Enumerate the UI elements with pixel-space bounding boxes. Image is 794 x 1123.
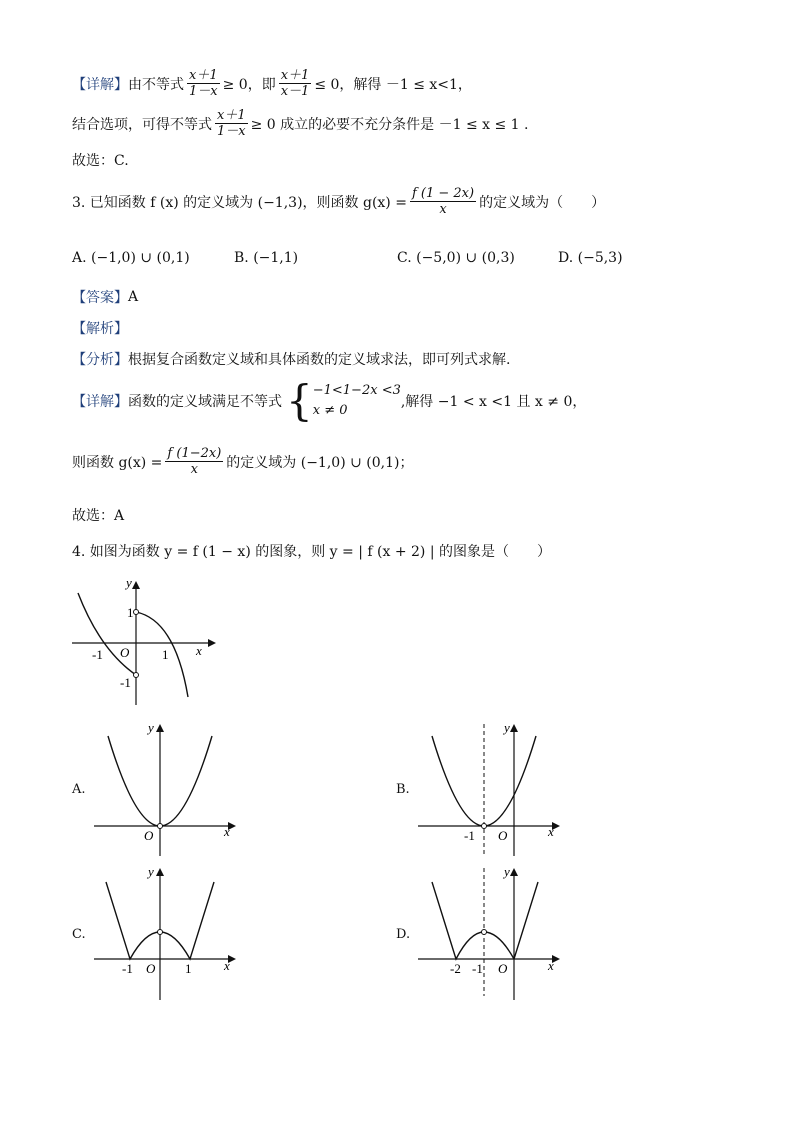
fraction: $\frac{f (1 - 2x)}{x}$ [411,186,475,217]
option-a: A. (−1,0) ∪ (0,1) [72,250,190,266]
svg-text:O: O [498,828,508,843]
graph-b [414,718,569,858]
svg-text:y: y [148,864,154,879]
graph-c [90,862,245,1002]
answer-line: 【答案】 A [72,289,139,306]
detail-brace-line: 【详解】 函数的定义域满足不等式 { −1<1−2x <3 x ≠ 0 ,解得 −1 < x <1 且 x ≠ 0， [72,376,587,425]
svg-text:y: y [148,720,154,735]
svg-text:-1: -1 [464,828,475,843]
graph-a [90,718,245,858]
svg-text:-1: -1 [122,961,133,976]
graph-main [70,575,220,710]
detail-line-2: 结合选项，可得不等式 $\frac{x+1}{1-x}$ ≥ 0 成立的必要不充分条件是 －1 ≤ x ≤ 1 . [72,108,529,139]
svg-text:-2: -2 [450,961,461,976]
svg-text:x: x [196,643,202,658]
svg-text:1: 1 [185,961,192,976]
graph-d [414,862,569,1002]
svg-text:O: O [498,961,508,976]
fraction: $\frac{x+1}{1-x}$ [217,108,246,139]
question-3: 3. 已知函数 f (x) 的定义域为 (−1,3)，则函数 g(x) = $\frac{f (1 - 2x)}{x}$ 的定义域为（ ） [72,186,606,217]
svg-text:-1: -1 [92,647,103,662]
svg-text:y: y [126,575,132,590]
option-c: C. (−5,0) ∪ (0,3) [397,250,515,266]
graph-a-label: A. [72,782,86,797]
svg-text:x: x [548,958,554,973]
graph-b-label: B. [396,782,410,797]
graph-c-label: C. [72,927,86,942]
svg-text:O: O [120,645,130,660]
svg-text:x: x [224,824,230,839]
answer-tag: 【答案】 [72,290,128,306]
question-4: 4. 如图为函数 y = f (1 − x) 的图象，则 y = | f (x + 2) | 的图象是（ ） [72,544,551,560]
fraction: $\frac{f (1-2x)}{x}$ [167,446,222,477]
fraction: $\frac{x+1}{x-1}$ [280,68,310,99]
detail-line-1: 【详解】 由不等式 $\frac{x+1}{1-x}$ ≥ 0，即 $\frac{x+1}{x-1}$ ≤ 0，解得 －1 ≤ x<1， [72,68,472,99]
choice-line-2: 故选：A [72,508,125,524]
svg-text:1: 1 [127,605,134,620]
inequality-system: { −1<1−2x <3 x ≠ 0 [286,376,401,425]
analysis-heading: 【解析】 [72,321,128,337]
detail-line-domain: 则函数 g(x) = $\frac{f (1-2x)}{x}$ 的定义域为 (−1,0) ∪ (0,1)； [72,446,414,477]
option-b: B. (−1,1) [234,250,299,266]
svg-text:-1: -1 [472,961,483,976]
svg-text:x: x [548,824,554,839]
choice-line: 故选：C. [72,153,129,169]
svg-text:O: O [144,828,154,843]
svg-text:O: O [146,961,156,976]
svg-text:x: x [224,958,230,973]
svg-text:y: y [504,720,510,735]
analysis-line: 【分析】 根据复合函数定义域和具体函数的定义域求法，即可列式求解. [72,352,511,368]
detail-tag: 【详解】 [72,76,128,93]
fraction: $\frac{x+1}{1-x}$ [189,68,218,99]
svg-text:-1: -1 [120,675,131,690]
graph-d-label: D. [396,927,411,942]
svg-text:y: y [504,864,510,879]
option-d: D. (−5,3) [558,250,623,266]
svg-text:1: 1 [162,647,169,662]
